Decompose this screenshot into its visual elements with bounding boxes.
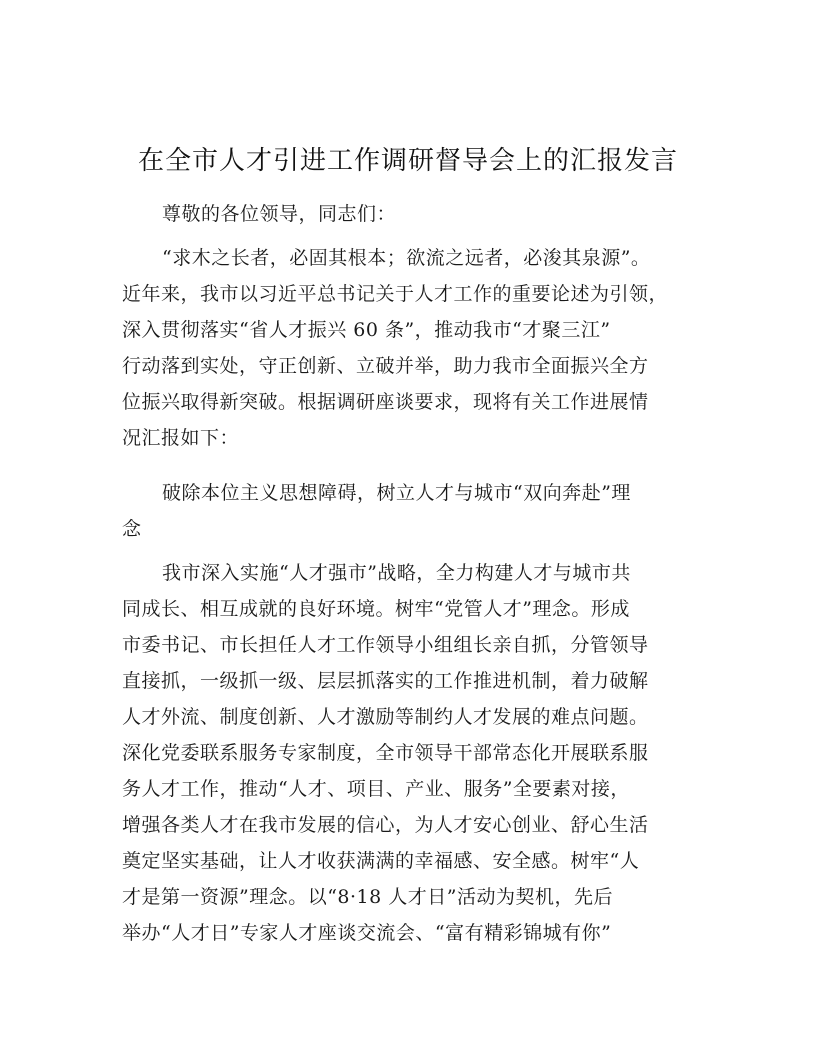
paragraph-line: 况汇报如下： <box>122 427 240 449</box>
heading-line: 破除本位主义思想障碍，树立人才与城市“双向奔赴”理 <box>162 482 631 504</box>
paragraph-line: 同成长、相互成就的良好环境。树牢“党管人才”理念。形成 <box>122 598 630 620</box>
paragraph-line: 行动落到实处，守正创新、立破并举，助力我市全面振兴全方 <box>122 355 649 377</box>
paragraph-line: 我市深入实施“人才强市”战略，全力构建人才与城市共 <box>162 562 631 584</box>
paragraph-line: 近年来，我市以习近平总书记关于人才工作的重要论述为引领， <box>122 283 669 305</box>
paragraph-body <box>122 555 702 951</box>
paragraph-line: 才是第一资源”理念。以“8·18 人才日”活动为契机，先后 <box>122 886 613 908</box>
greeting-text: 尊敬的各位领导，同志们： <box>162 203 397 225</box>
paragraph-line: 市委书记、市长担任人才工作领导小组组长亲自抓，分管领导 <box>122 634 649 656</box>
document-title: 在全市人才引进工作调研督导会上的汇报发言 <box>137 146 678 176</box>
greeting-line <box>122 196 702 232</box>
paragraph-line: 人才外流、制度创新、人才激励等制约人才发展的难点问题。 <box>122 706 649 728</box>
paragraph-line: 深入贯彻落实“省人才振兴 60 条”，推动我市“才聚三江” <box>122 319 611 341</box>
paragraph-line: 举办“人才日”专家人才座谈交流会、“富有精彩锦城有你” <box>122 922 612 944</box>
paragraph-line: 务人才工作，推动“人才、项目、产业、服务”全要素对接， <box>122 778 630 800</box>
paragraph-line: “求木之长者，必固其根本；欲流之远者，必浚其泉源”。 <box>162 247 651 269</box>
paragraph-line: 直接抓，一级抓一级、层层抓落实的工作推进机制，着力破解 <box>122 670 649 692</box>
paragraph-line: 增强各类人才在我市发展的信心，为人才安心创业、舒心生活 <box>122 814 649 836</box>
paragraph-intro <box>122 240 702 456</box>
section-heading <box>122 475 702 547</box>
paragraph-line: 位振兴取得新突破。根据调研座谈要求，现将有关工作进展情 <box>122 391 649 413</box>
paragraph-line: 深化党委联系服务专家制度，全市领导干部常态化开展联系服 <box>122 742 649 764</box>
heading-line: 念 <box>122 518 142 540</box>
paragraph-line: 奠定坚实基础，让人才收获满满的幸福感、安全感。树牢“人 <box>122 850 640 872</box>
